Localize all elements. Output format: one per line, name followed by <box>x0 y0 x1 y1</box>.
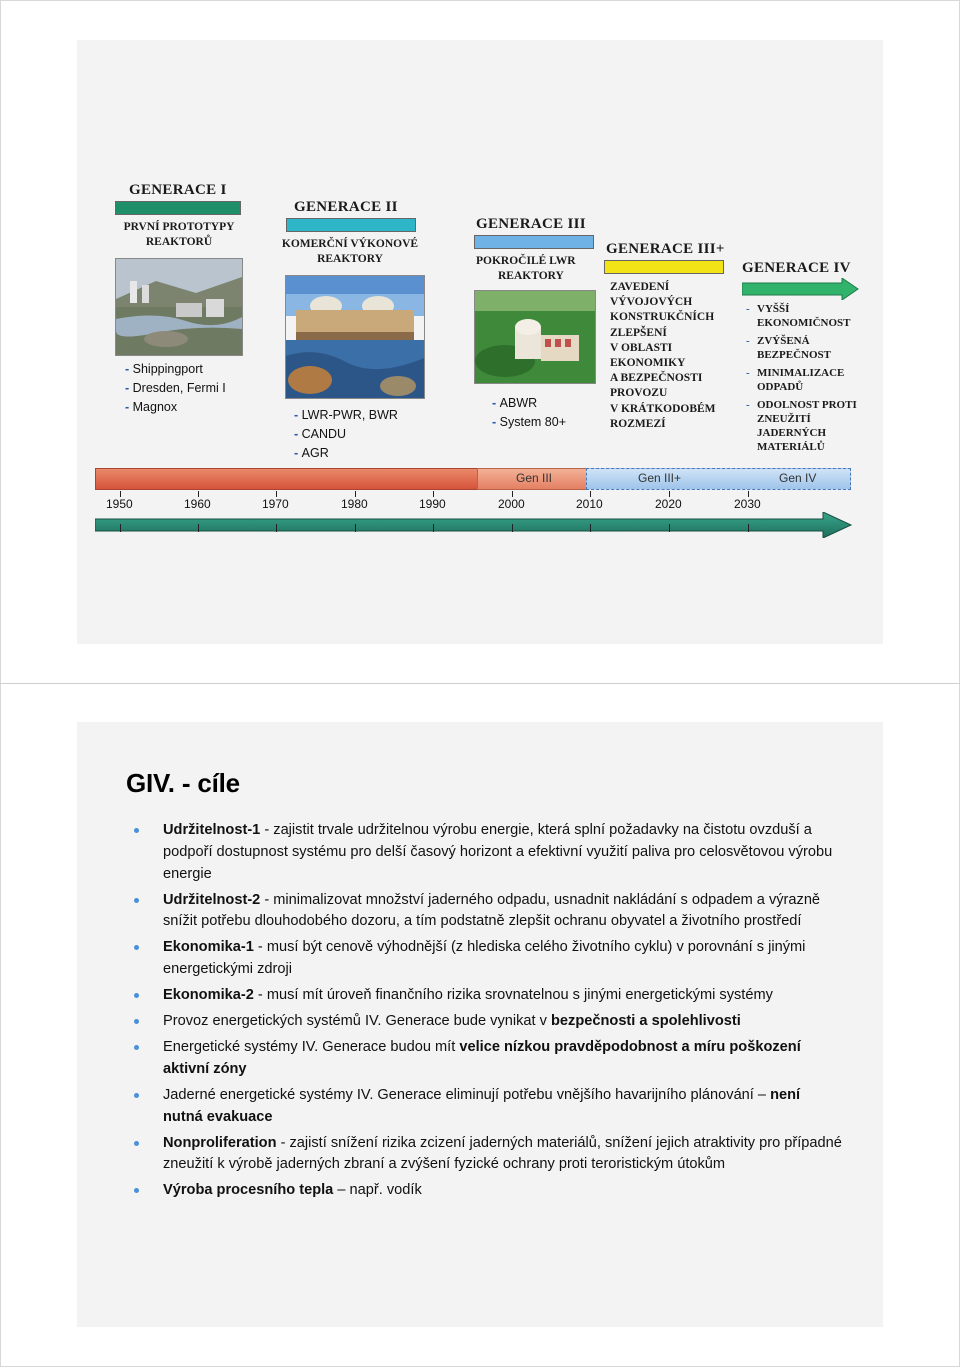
list-item: - ABWR <box>492 394 566 413</box>
gen4-arrow-icon <box>742 278 860 300</box>
year-tick <box>355 524 356 532</box>
gen1-block <box>115 182 243 250</box>
year-tick <box>590 524 591 532</box>
year-tick <box>276 491 277 497</box>
year-tick <box>355 491 356 497</box>
list-item: Nonproliferation - zajistí snížení rizika zcizení jaderných materiálů, snížení jejich atraktivity pro případné zneužití k výrobě jaderných zbraní a zvýšení fyzické ochrany proti teroristickým útokům <box>163 1133 843 1177</box>
gen4-goals <box>757 302 857 458</box>
gen1-bar <box>115 201 241 215</box>
year-tick <box>433 491 434 497</box>
list-item: Jaderné energetické systémy IV. Generace eliminují potřebu vnějšího havarijního plánování – není nutná evakuace <box>163 1085 843 1129</box>
gen4-block <box>742 260 870 277</box>
year-tick <box>748 524 749 532</box>
list-item: - LWR-PWR, BWR <box>294 406 398 425</box>
gen2-bar <box>286 218 416 232</box>
year-tick <box>433 524 434 532</box>
gen3plus-block <box>604 241 730 274</box>
gen2-title: GENERACE II <box>294 199 398 215</box>
year-tick <box>748 491 749 497</box>
year-tick <box>120 491 121 497</box>
list-item: - System 80+ <box>492 413 566 432</box>
bar-label-gen3: Gen III <box>516 471 553 485</box>
list-item: - AGR <box>294 444 398 463</box>
year-tick <box>198 491 199 497</box>
list-item: Udržitelnost-2 - minimalizovat množství jaderného odpadu, usnadnit nakládání s odpadem a výrazně snížit potřebu dlouhodobého dozoru, a tím podstatně zlepšit ochranu obyvatel a životního prostředí <box>163 890 843 934</box>
gen2-subtitle: KOMERČNÍ VÝKONOVÉ REAKTORY <box>281 238 419 265</box>
gen3-subtitle: POKROČILÉ LWR REAKTORY <box>476 255 576 282</box>
list-item: Ekonomika-2 - musí mít úroveň finančního rizika srovnatelnou s jinými energetickými systémy <box>163 985 843 1007</box>
gen1-examples <box>125 360 226 417</box>
year-tick <box>276 524 277 532</box>
timeline-arrow-icon <box>95 512 855 538</box>
gen3plus-title: GENERACE III+ <box>606 241 725 257</box>
gen3-examples <box>492 394 566 432</box>
gen2-photo <box>285 275 425 399</box>
year-label: 1960 <box>184 497 211 511</box>
year-tick <box>120 524 121 532</box>
list-item: Výroba procesního tepla – např. vodík <box>163 1180 843 1202</box>
gen1-title: GENERACE I <box>129 182 227 198</box>
gen3plus-bar <box>604 260 724 274</box>
timeline-bar-gen1-2 <box>95 468 478 490</box>
year-label: 1980 <box>341 497 368 511</box>
list-item: - Dresden, Fermi I <box>125 379 226 398</box>
goals-list <box>163 820 843 1206</box>
gen2-block <box>272 199 428 267</box>
list-item: Provoz energetických systémů IV. Generace bude vynikat v bezpečnosti a spolehlivosti <box>163 1011 843 1033</box>
year-tick <box>590 491 591 497</box>
year-label: 2010 <box>576 497 603 511</box>
year-label: 2020 <box>655 497 682 511</box>
year-tick <box>512 491 513 497</box>
gen4-title: GENERACE IV <box>742 260 851 276</box>
year-label: 2030 <box>734 497 761 511</box>
year-label: 1950 <box>106 497 133 511</box>
year-tick <box>669 524 670 532</box>
year-tick <box>669 491 670 497</box>
gen3plus-description: ZAVEDENÍ VÝVOJOVÝCH KONSTRUKČNÍCH ZLEPŠENÍ V OBLASTI EKONOMIKY A BEZPEČNOSTI PROVOZU V KRÁTKODOBÉM ROZMEZÍ <box>610 281 716 430</box>
bar-label-gen4: Gen IV <box>779 471 817 485</box>
bar-label-gen3plus: Gen III+ <box>638 471 682 485</box>
year-tick <box>512 524 513 532</box>
list-item: - ODOLNOST PROTI ZNEUŽITÍ JADERNÝCH MATERIÁLŮ <box>757 398 857 454</box>
list-item: Ekonomika-1 - musí být cenově výhodnější (z hlediska celého životního cyklu) v porovnání s jinými energetickými zdroji <box>163 937 843 981</box>
gen3-bar <box>474 235 594 249</box>
list-item: - ZVÝŠENÁ BEZPEČNOST <box>757 334 857 362</box>
year-tick <box>198 524 199 532</box>
gen3-photo <box>474 290 596 384</box>
slide-title: GIV. - cíle <box>126 768 240 798</box>
list-item: - Magnox <box>125 398 226 417</box>
gen1-photo <box>115 258 243 356</box>
list-item: - VYŠŠÍ EKONOMIČNOST <box>757 302 857 330</box>
list-item: - CANDU <box>294 425 398 444</box>
gen3-title: GENERACE III <box>476 216 586 232</box>
list-item: Udržitelnost-1 - zajistit trvale udržitelnou výrobu energie, která splní požadavky na čistotu ovzduší a podpoří dostupnost systému pro delší časový horizont a efektivní využití paliva pro celosvětovou výrobu energie <box>163 820 843 885</box>
list-item: - Shippingport <box>125 360 226 379</box>
gen1-subtitle: PRVNÍ PROTOTYPY REAKTORŮ <box>123 221 235 248</box>
year-label: 1990 <box>419 497 446 511</box>
page-divider <box>0 683 960 684</box>
gen2-examples <box>294 406 398 463</box>
list-item: Energetické systémy IV. Generace budou mít velice nízkou pravděpodobnost a míru poškození aktivní zóny <box>163 1037 843 1081</box>
year-label: 1970 <box>262 497 289 511</box>
year-label: 2000 <box>498 497 525 511</box>
list-item: - MINIMALIZACE ODPADŮ <box>757 366 857 394</box>
gen3-block <box>474 216 598 284</box>
